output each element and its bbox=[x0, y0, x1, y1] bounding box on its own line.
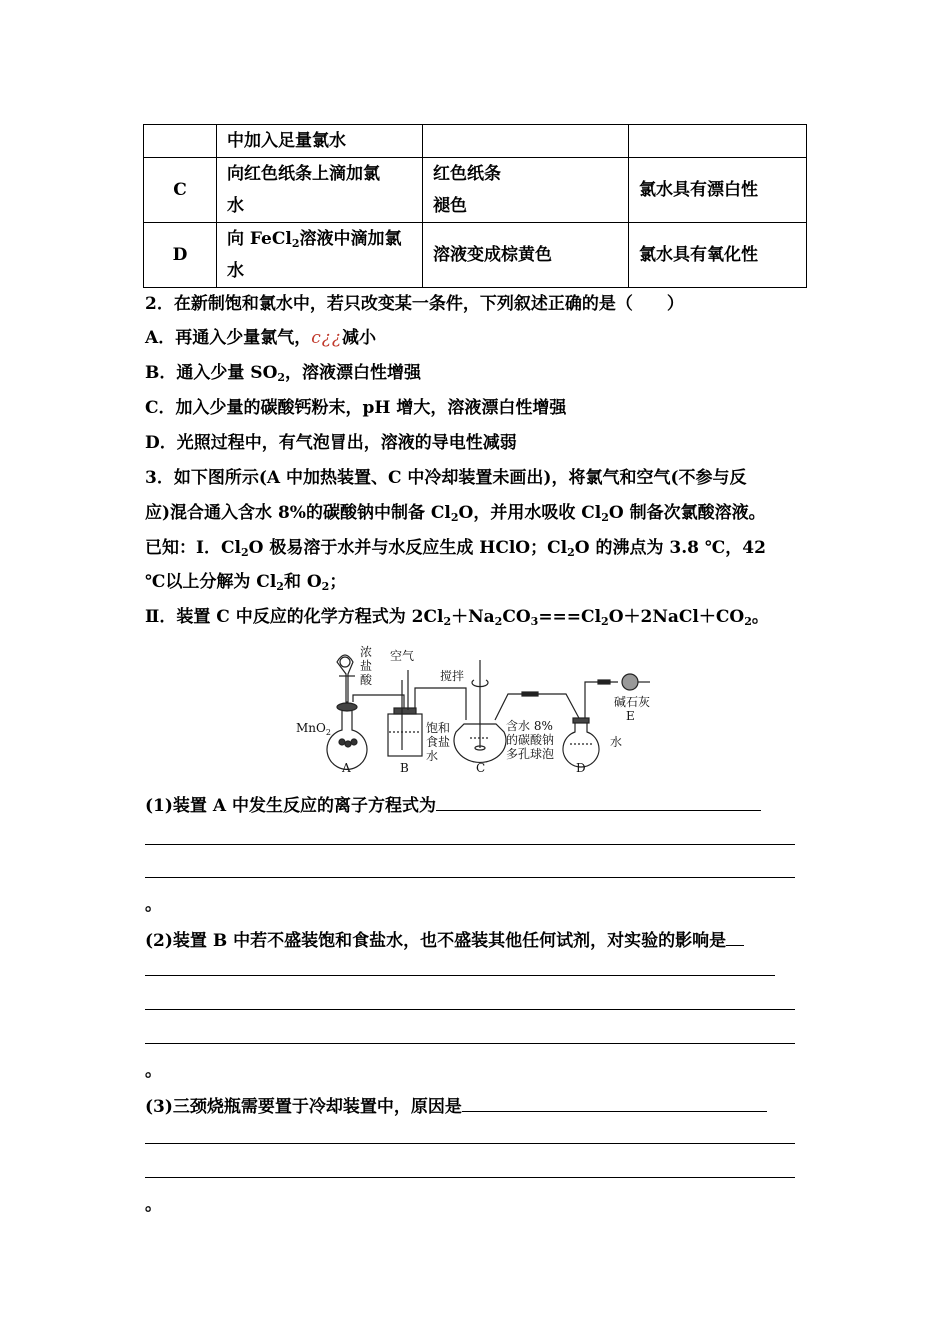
label-conc-hcl-2: 盐 bbox=[360, 659, 373, 673]
row-label: C bbox=[144, 158, 217, 223]
q2-option-a: A．再通入少量氯气，c¿¿减小 bbox=[145, 328, 376, 348]
answer-blank[interactable] bbox=[726, 927, 744, 946]
letter-d: D bbox=[576, 761, 586, 775]
letter-b: B bbox=[400, 761, 409, 775]
q3-line-3: 已知：Ⅰ．$Cl_2O$ 极易溶于水并与水反应生成 HClO；$Cl_2O$ 的沸点为 3.8 ℃，42 bbox=[145, 538, 766, 559]
conclusion-cell: 氯水具有氧化性 bbox=[629, 223, 807, 288]
sub-question-3: (3)三颈烧瓶需要置于冷却装置中，原因是 bbox=[145, 1093, 767, 1118]
label-conc-hcl-3: 酸 bbox=[360, 673, 373, 687]
letter-e: E bbox=[626, 709, 635, 723]
sub-question-1: (1)装置 A 中发生反应的离子方程式为 bbox=[145, 792, 761, 817]
operation-cell: 向红色纸条上滴加氯 水 bbox=[217, 158, 423, 223]
q2-option-d: D．光照过程中，有气泡冒出，溶液的导电性减弱 bbox=[145, 433, 517, 453]
label-water: 水 bbox=[610, 735, 623, 749]
operation-cell: 中加入足量氯水 bbox=[217, 125, 423, 158]
label-sodalime: 碱石灰 bbox=[614, 695, 651, 709]
label-c-2: 的碳酸钠 bbox=[506, 733, 555, 747]
label-stir: 搅拌 bbox=[440, 669, 465, 683]
end-mark: 。 bbox=[145, 895, 162, 915]
conclusion-cell: 氯水具有漂白性 bbox=[629, 158, 807, 223]
label-brine-2: 食盐 bbox=[426, 735, 451, 749]
answer-line[interactable] bbox=[145, 1177, 795, 1178]
table-row bbox=[144, 223, 807, 288]
end-mark: 。 bbox=[145, 1195, 162, 1215]
separatory-funnel bbox=[337, 655, 353, 702]
answer-line[interactable] bbox=[145, 1009, 795, 1010]
conclusion-cell bbox=[629, 125, 807, 158]
label-air: 空气 bbox=[390, 649, 415, 663]
q3-line-2: 应)混合通入含水 8%的碳酸钠中制备 $Cl_2O$，并用水吸收 $Cl_2O$ 制备次氯酸溶液。 bbox=[145, 503, 766, 524]
answer-line[interactable] bbox=[145, 1143, 795, 1144]
label-c-3: 多孔球泡 bbox=[506, 747, 555, 761]
end-mark: 。 bbox=[145, 1061, 162, 1081]
q2-option-c: C．加入少量的碳酸钙粉末，pH 增大，溶液漂白性增强 bbox=[145, 398, 567, 418]
options-table bbox=[143, 124, 807, 288]
bottle-b bbox=[388, 714, 422, 756]
phenomenon-cell: 红色纸条 褪色 bbox=[423, 158, 629, 223]
table-row bbox=[144, 158, 807, 223]
phenomenon-cell bbox=[423, 125, 629, 158]
label-c-1: 含水 8% bbox=[506, 719, 553, 733]
label-brine-1: 饱和 bbox=[426, 721, 451, 735]
answer-blank[interactable] bbox=[436, 792, 761, 811]
letter-a: A bbox=[342, 761, 351, 775]
phenomenon-cell: 溶液变成棕黄色 bbox=[423, 223, 629, 288]
answer-blank[interactable] bbox=[462, 1093, 767, 1112]
q3-line-1: 3．如下图所示(A 中加热装置、C 中冷却装置未画出)，将氯气和空气(不参与反 bbox=[145, 468, 747, 488]
answer-line[interactable] bbox=[145, 1043, 795, 1044]
q2-option-b: B．通入少量 $SO_2$，溶液漂白性增强 bbox=[145, 363, 422, 384]
row-label: D bbox=[144, 223, 217, 288]
q3-line-4: ℃以上分解为 $Cl_2$和 $O_2$； bbox=[145, 572, 347, 593]
answer-line[interactable] bbox=[145, 877, 795, 878]
sub-question-2: (2)装置 B 中若不盛装饱和食盐水，也不盛装其他任何试剂，对实验的影响是 bbox=[145, 927, 744, 952]
q2-stem: 2．在新制饱和氯水中，若只改变某一条件，下列叙述正确的是（ ） bbox=[145, 294, 684, 314]
answer-line[interactable] bbox=[145, 844, 795, 845]
apparatus-diagram bbox=[290, 640, 670, 780]
answer-line[interactable] bbox=[145, 975, 775, 976]
q3-line-5: Ⅱ．装置 C 中反应的化学方程式为 $2Cl_2+Na_2CO_3===Cl_2O+2NaCl+CO_2$。 bbox=[145, 607, 769, 628]
row-label bbox=[144, 125, 217, 158]
letter-c: C bbox=[476, 761, 486, 775]
label-conc-hcl-1: 浓 bbox=[360, 645, 373, 659]
table-row bbox=[144, 125, 807, 158]
label-brine-3: 水 bbox=[426, 749, 439, 763]
label-mno2: MnO$_2$ bbox=[296, 721, 331, 737]
operation-cell: 向 FeCl$_2$溶液中滴加氯 水 bbox=[217, 223, 423, 288]
